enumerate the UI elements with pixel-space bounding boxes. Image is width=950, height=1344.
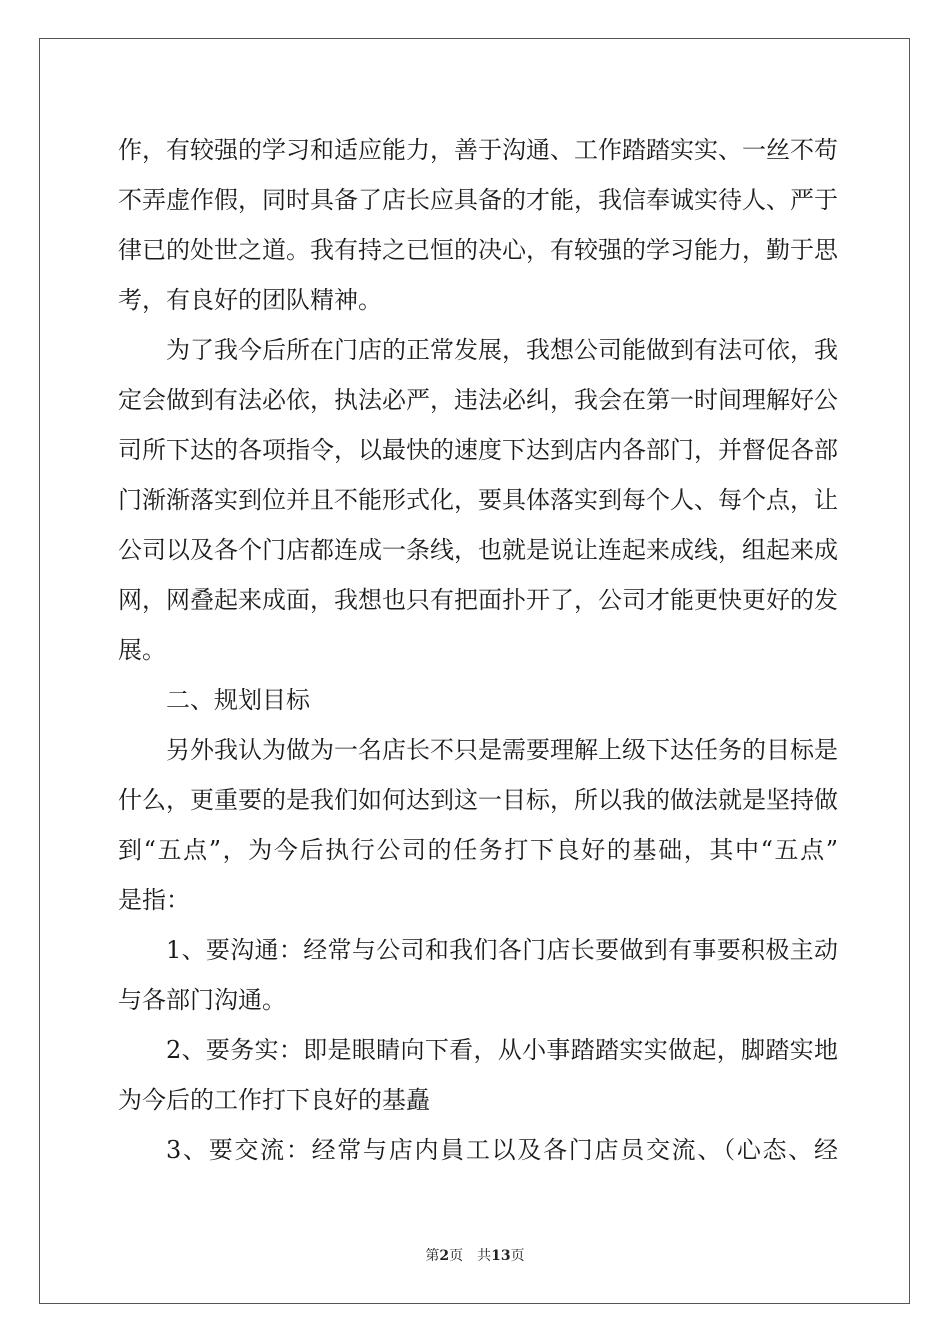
paragraph-first-line: 为了我今后所在门店的正常发展，我想公司能做到有法可依，我: [166, 336, 838, 364]
text-line: 考，有良好的团队精神。: [118, 286, 382, 314]
list-item-first-line: 1、要沟通：经常与公司和我们各门店长要做到有事要积极主动: [166, 936, 838, 964]
list-item-first-line: 3、要交流：经常与店内員工以及各门店员交流、（心态、经: [166, 1136, 838, 1164]
text-line: 什么，更重要的是我们如何达到这一目标，所以我的做法就是坚持做: [118, 786, 838, 814]
section-heading: 二、规划目标: [166, 686, 310, 714]
text-line: 展。: [118, 636, 166, 664]
page-unit: 页: [449, 1248, 464, 1264]
total-page-count: 13: [491, 1248, 511, 1264]
text-line: 为今后的工作打下良好的基矗: [118, 1086, 430, 1114]
text-line: 不弄虚作假，同时具备了店长应具备的才能，我信奉诚实待人、严于: [118, 186, 838, 214]
text-line: 律已的处世之道。我有持之已恒的决心，有较强的学习能力，勤于思: [118, 236, 838, 264]
page-prefix: 第: [425, 1248, 440, 1264]
text-line: 定会做到有法必依，执法必严，违法必纠，我会在第一时间理解好公: [118, 386, 838, 414]
list-item-first-line: 2、要务实：即是眼睛向下看，从小事踏踏实实做起，脚踏实地: [166, 1036, 838, 1064]
text-line: 作，有较强的学习和适应能力，善于沟通、工作踏踏实实、一丝不苟: [118, 136, 838, 164]
paragraph-first-line: 另外我认为做为一名店长不只是需要理解上级下达任务的目标是: [166, 736, 838, 764]
total-prefix: 共: [477, 1248, 492, 1264]
text-line: 司所下达的各项指令，以最快的速度下达到店内各部门，并督促各部: [118, 436, 838, 464]
text-line: 与各部门沟通。: [118, 986, 286, 1014]
total-unit: 页: [510, 1248, 525, 1264]
text-line: 网，网叠起来成面，我想也只有把面扑开了，公司才能更快更好的发: [118, 586, 838, 614]
text-line: 门渐渐落实到位并且不能形式化，要具体落实到每个人、每个点，让: [118, 486, 838, 514]
text-line: 公司以及各个门店都连成一条线，也就是说让连起来成线，组起来成: [118, 536, 838, 564]
page-footer: [0, 1246, 950, 1266]
text-line: 是指：: [118, 886, 190, 914]
text-line: 到“五点”，为今后执行公司的任务打下良好的基础，其中“五点”: [118, 836, 838, 864]
current-page-number: 2: [439, 1248, 450, 1264]
